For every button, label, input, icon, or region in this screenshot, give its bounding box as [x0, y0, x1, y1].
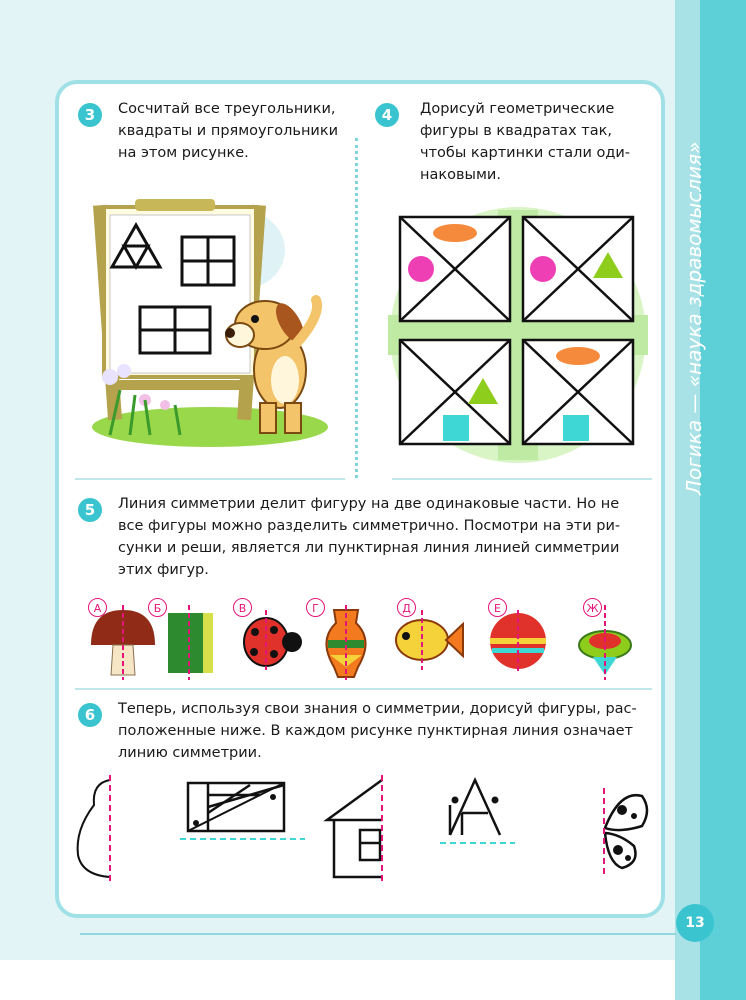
- task-5-line: сунки и реши, является ли пунктирная линия линией симметрии: [118, 540, 620, 556]
- task-4-text: [420, 98, 630, 186]
- mushroom-figure: [88, 605, 158, 680]
- rectangle-figure: [163, 605, 223, 680]
- task-3-line: квадраты и прямоугольники: [118, 123, 339, 139]
- task-5-text: [118, 493, 620, 581]
- figure-label-e: Е: [488, 598, 507, 617]
- figure-label-d: Д: [397, 598, 416, 617]
- task-4-line: фигуры в квадратах так,: [420, 123, 612, 139]
- task-6-line: положенные ниже. В каждом рисунке пунктирная линия означает: [118, 723, 633, 739]
- figure-label-zh: Ж: [583, 598, 602, 617]
- page-number: 13: [676, 904, 714, 942]
- task-6-text: [118, 698, 637, 764]
- letter-a-half-figure: [440, 775, 520, 855]
- side-title: Логика — «наука здравомыслия»: [682, 141, 706, 495]
- pear-half-figure: [70, 775, 120, 885]
- task-5-badge: 5: [78, 498, 102, 522]
- figure-label-a: А: [88, 598, 107, 617]
- task-5-line: Линия симметрии делит фигуру на две одинаковые части. Но не: [118, 496, 620, 512]
- board-illustration: [90, 195, 340, 455]
- house-half-figure: [322, 775, 397, 885]
- task-3-badge: 3: [78, 103, 102, 127]
- spinning-top-figure: [575, 605, 635, 680]
- squares-illustration: [383, 200, 653, 465]
- rectangle-half-figure: [180, 775, 310, 845]
- divider-line: [392, 478, 652, 480]
- butterfly-half-figure: [590, 788, 655, 878]
- ladybug-figure: [240, 610, 305, 670]
- task-5-line: этих фигур.: [118, 562, 209, 578]
- task-3-line: Сосчитай все треугольники,: [118, 101, 336, 117]
- side-strip: [700, 0, 746, 1000]
- task-6-line: линию симметрии.: [118, 745, 262, 761]
- ball-figure: [488, 610, 548, 672]
- figure-label-v: В: [233, 598, 252, 617]
- task-4-line: наковыми.: [420, 167, 501, 183]
- column-divider: [355, 138, 358, 478]
- divider-line: [75, 688, 652, 690]
- task-6-badge: 6: [78, 703, 102, 727]
- task-3-text: [118, 98, 338, 164]
- task-4-line: чтобы картинки стали оди-: [420, 145, 631, 161]
- task-3-line: на этом рисунке.: [118, 145, 249, 161]
- vase-figure: [316, 605, 376, 680]
- task-4-line: Дорисуй геометрические: [420, 101, 615, 117]
- footer-line: [80, 933, 676, 935]
- task-4-badge: 4: [375, 103, 399, 127]
- task-5-line: все фигуры можно разделить симметрично. Посмотри на эти ри-: [118, 518, 621, 534]
- figure-label-b: Б: [148, 598, 167, 617]
- figure-label-g: Г: [306, 598, 325, 617]
- fish-figure: [390, 610, 465, 670]
- task-6-line: Теперь, используя свои знания о симметрии, дорисуй фигуры, рас-: [118, 701, 637, 717]
- divider-line: [75, 478, 345, 480]
